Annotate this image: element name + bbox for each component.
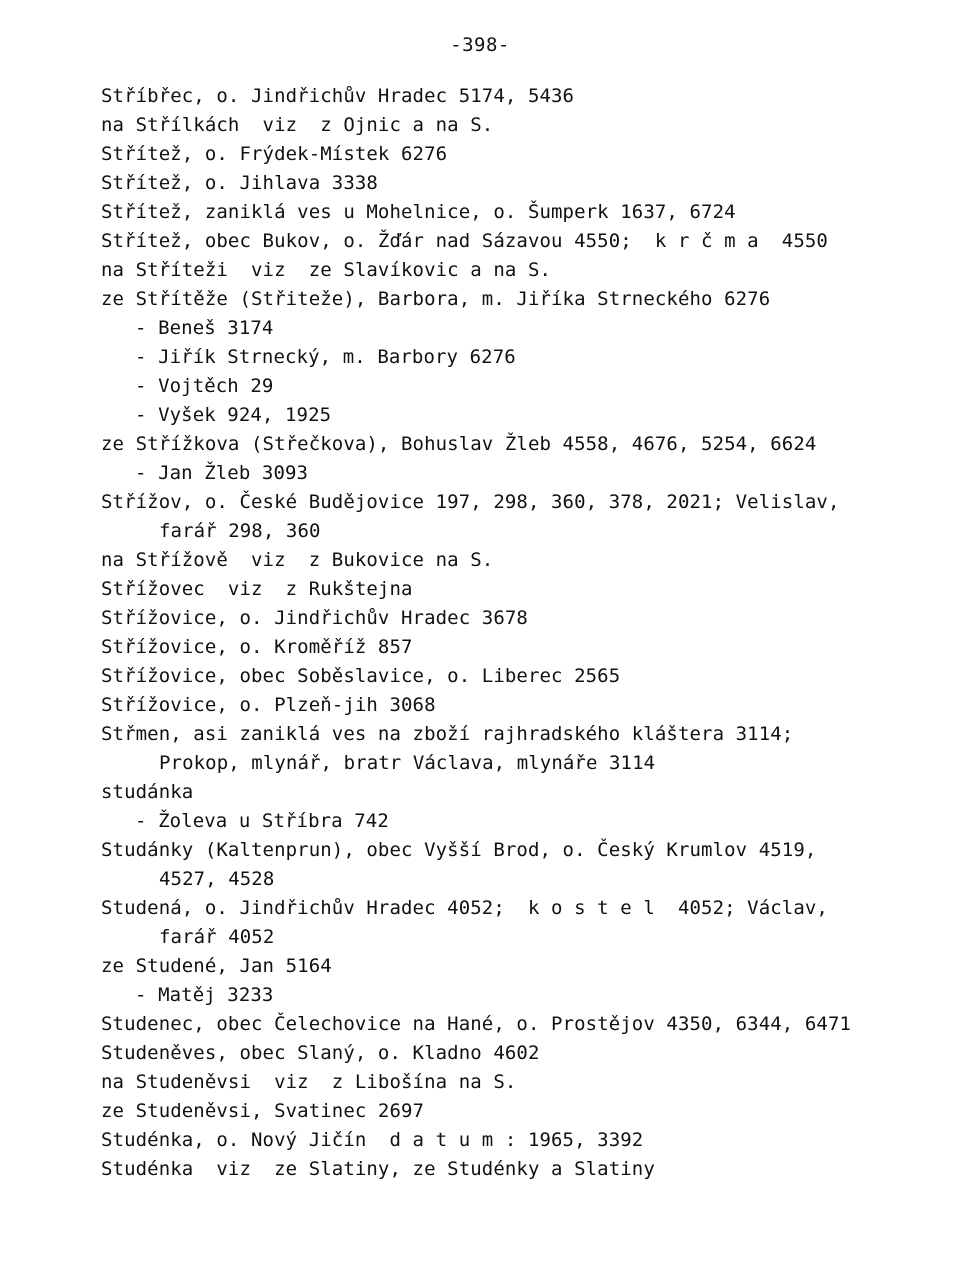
index-entry: Střížovice, o. Kroměříž 857 [101,636,413,658]
index-entry: na Stříteži viz ze Slavíkovic a na S. [101,259,552,281]
index-entry: ze Střítěže (Střiteže), Barbora, m. Jiříka Strneckého 6276 [101,288,771,310]
index-entry: Studénka viz ze Slatiny, ze Studénky a Slatiny [101,1158,655,1180]
page-number: -398- [450,34,510,56]
index-entry: ze Studeněvsi, Svatinec 2697 [101,1100,425,1122]
index-entry: ze Střížkova (Střečkova), Bohuslav Žleb 4558, 4676, 5254, 6624 [101,433,817,455]
index-entry: ze Studené, Jan 5164 [101,955,332,977]
index-entry-continuation: farář 4052 [159,926,275,948]
index-entry: Střítež, o. Frýdek-Místek 6276 [101,143,448,165]
index-subentry: - Vojtěch 29 [135,375,274,397]
index-entry: na Studeněvsi viz z Libošína na S. [101,1071,517,1093]
index-entry-continuation: Prokop, mlynář, bratr Václava, mlynáře 3114 [159,752,656,774]
index-entry: na Střížově viz z Bukovice na S. [101,549,494,571]
index-entry-continuation: farář 298, 360 [159,520,321,542]
index-entries [101,82,901,1184]
index-entry: Střížovice, o. Plzeň-jih 3068 [101,694,436,716]
index-subentry: - Beneš 3174 [135,317,274,339]
index-entry: Střítež, o. Jihlava 3338 [101,172,378,194]
index-entry: studánka [101,781,194,803]
index-entry: Studánky (Kaltenprun), obec Vyšší Brod, o. Český Krumlov 4519, [101,839,817,861]
index-entry: Střítež, obec Bukov, o. Žďár nad Sázavou 4550; k r č m a 4550 [101,230,828,252]
index-entry: Studénka, o. Nový Jičín d a t u m : 1965, 3392 [101,1129,644,1151]
index-subentry: - Jiřík Strnecký, m. Barbory 6276 [135,346,516,368]
index-entry: Střmen, asi zaniklá ves na zboží rajhradského kláštera 3114; [101,723,794,745]
index-entry-continuation: 4527, 4528 [159,868,275,890]
index-subentry: - Matěj 3233 [135,984,274,1006]
index-entry: Střížovice, o. Jindřichův Hradec 3678 [101,607,528,629]
index-entry: Stříbřec, o. Jindřichův Hradec 5174, 5436 [101,85,575,107]
index-entry: Střížovec viz z Rukštejna [101,578,413,600]
index-subentry: - Žoleva u Stříbra 742 [135,810,389,832]
index-entry: Střížovice, obec Soběslavice, o. Liberec 2565 [101,665,621,687]
index-subentry: - Vyšek 924, 1925 [135,404,332,426]
index-entry: Střítež, zaniklá ves u Mohelnice, o. Šumperk 1637, 6724 [101,201,736,223]
index-entry: na Střílkách viz z Ojnic a na S. [101,114,494,136]
index-subentry: - Jan Žleb 3093 [135,462,309,484]
index-entry: Studeněves, obec Slaný, o. Kladno 4602 [101,1042,540,1064]
index-entry: Studená, o. Jindřichův Hradec 4052; k o s t e l 4052; Václav, [101,897,828,919]
index-entry: Střížov, o. České Budějovice 197, 298, 360, 378, 2021; Velislav, [101,491,840,513]
index-entry: Studenec, obec Čelechovice na Hané, o. Prostějov 4350, 6344, 6471 [101,1013,852,1035]
